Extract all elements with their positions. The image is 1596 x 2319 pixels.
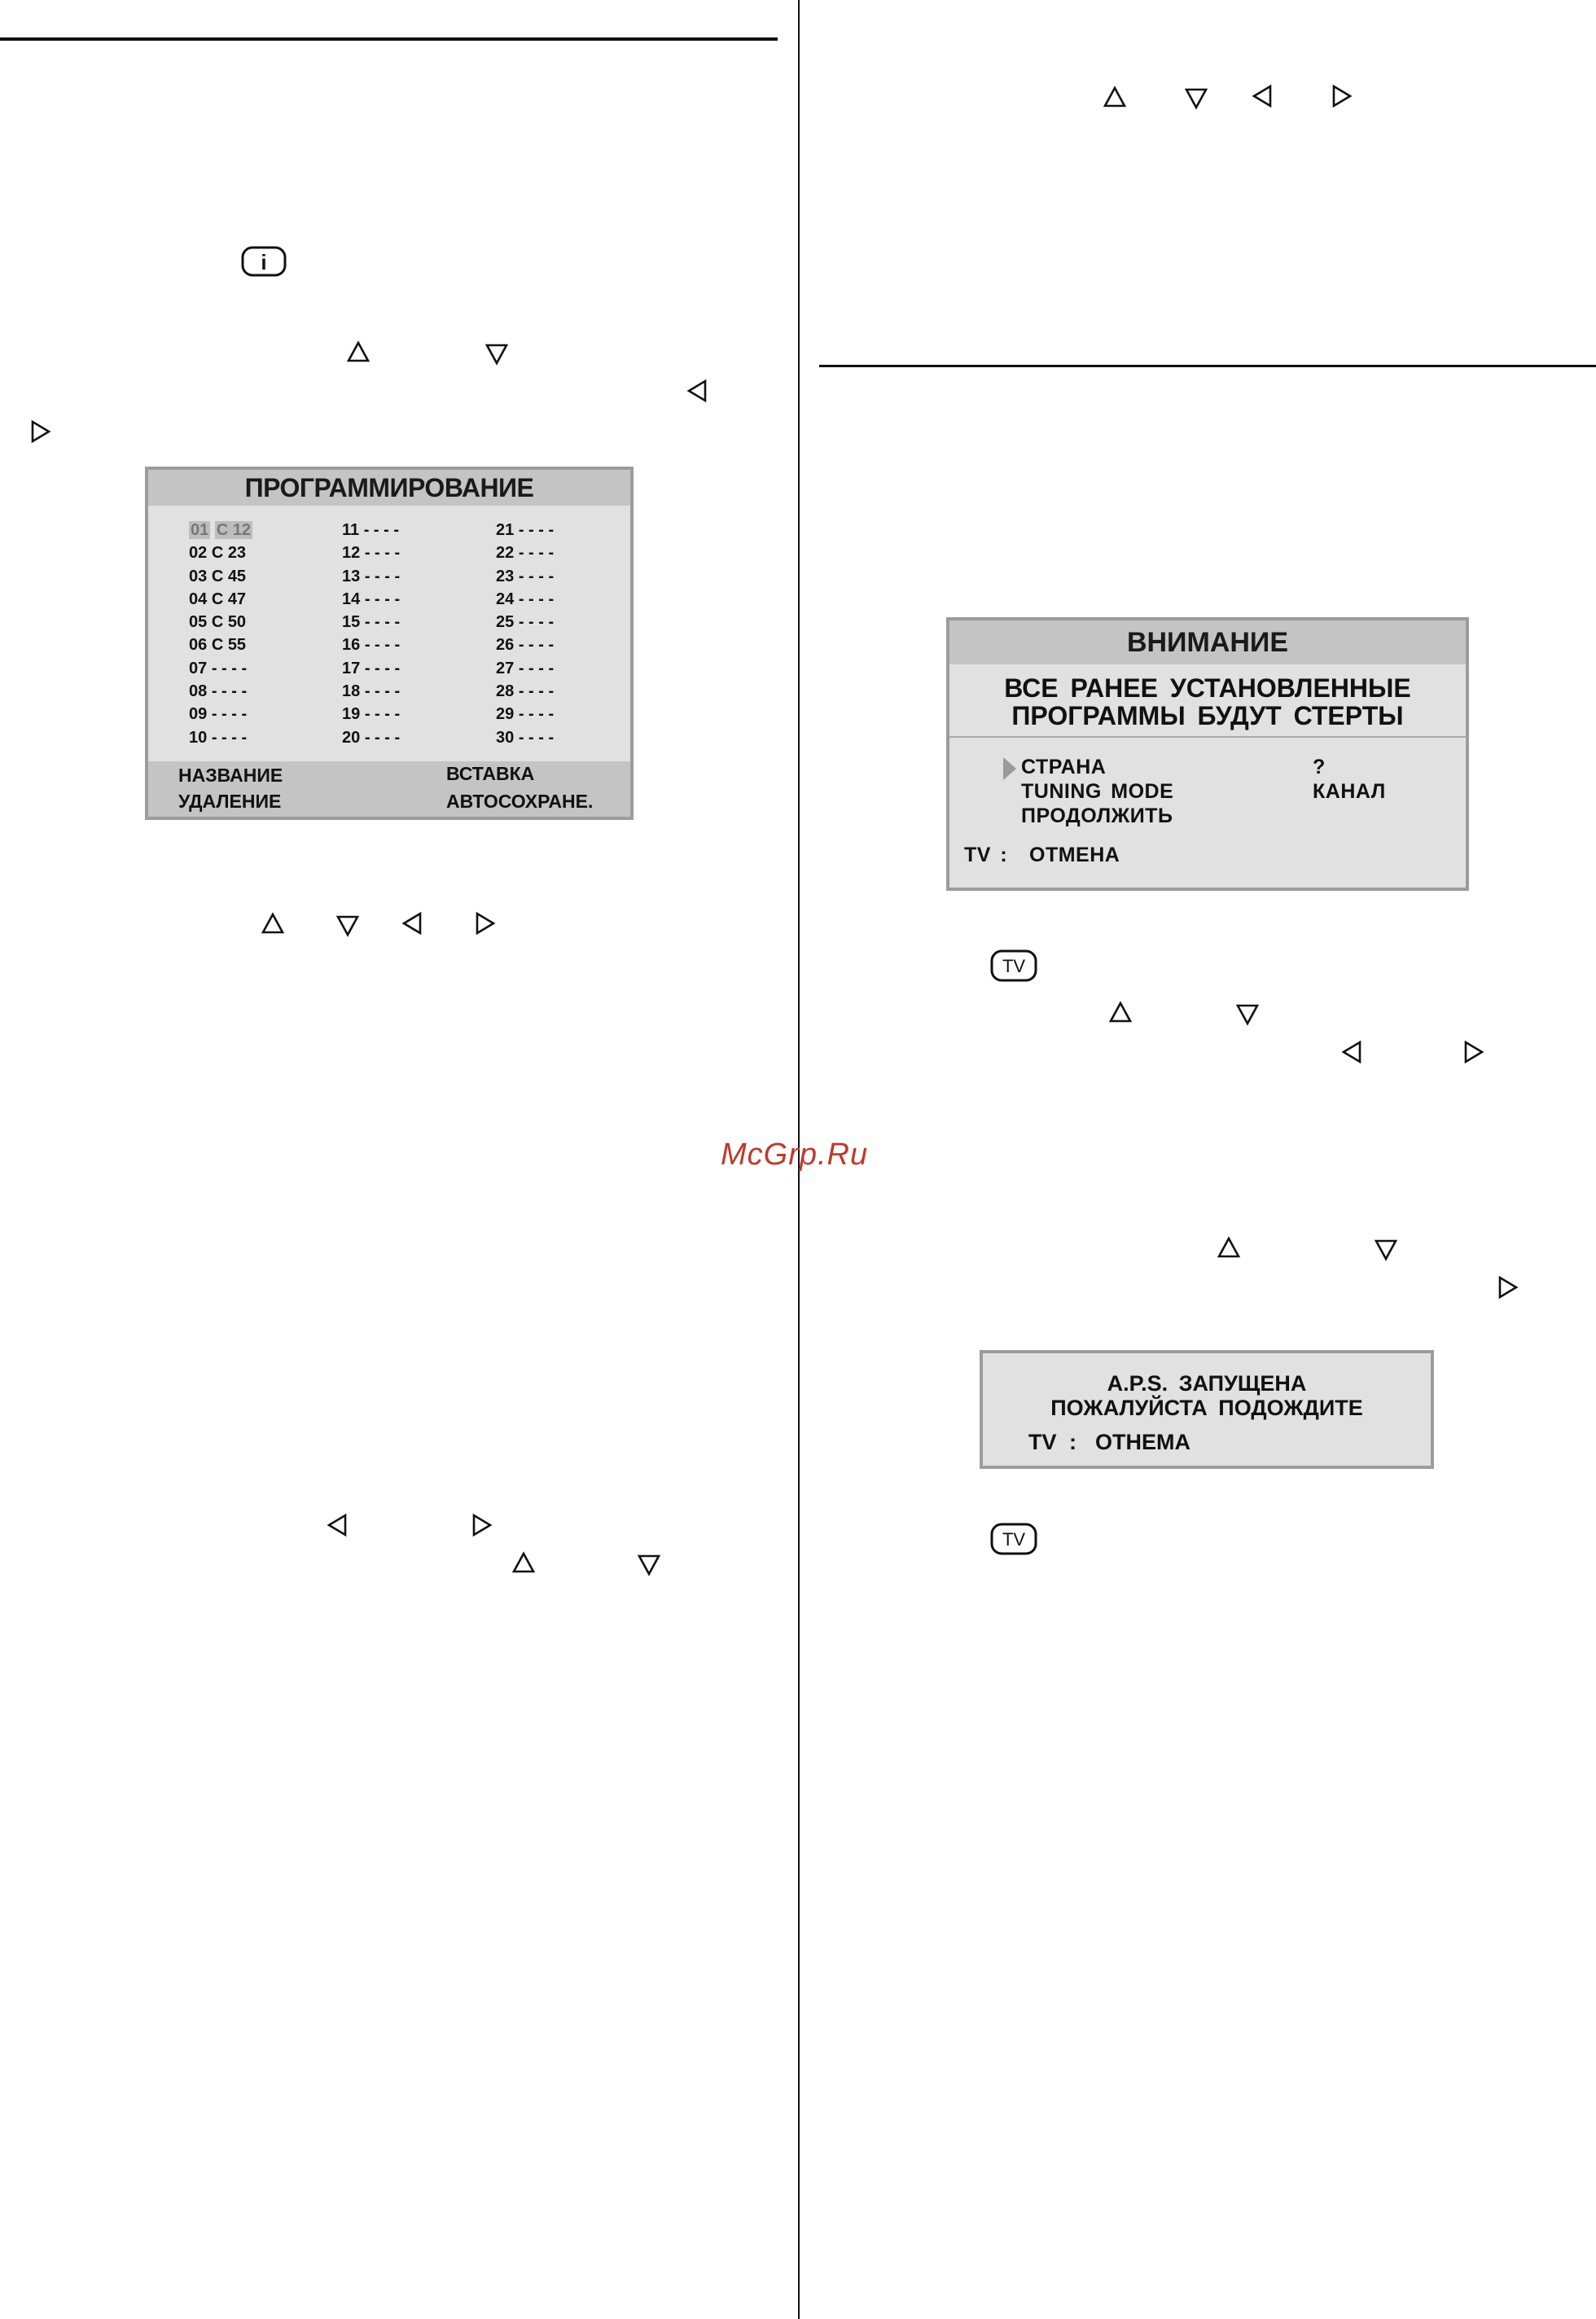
triangle-down-icon	[1370, 1233, 1402, 1265]
triangle-right-icon	[1458, 1036, 1490, 1068]
program-row[interactable]	[189, 588, 252, 611]
triangle-left-icon	[322, 1509, 355, 1541]
program-row[interactable]	[342, 680, 400, 703]
option-name[interactable]: НАЗВАНИЕ	[178, 765, 283, 786]
program-number: 20	[342, 728, 361, 747]
programming-menu	[145, 467, 634, 820]
program-channel: C 55	[211, 636, 247, 655]
warning-message	[949, 674, 1466, 730]
program-number: 30	[496, 728, 515, 747]
warning-title: ВНИМАНИЕ	[1126, 627, 1289, 658]
aps-status: A.P.S. ЗАПУЩЕНА	[1107, 1371, 1307, 1396]
program-number: 21	[496, 521, 515, 539]
triangle-up-icon	[507, 1547, 540, 1580]
program-row[interactable]	[496, 541, 554, 564]
warning-message-line-1: ВСЕ РАНЕЕ УСТАНОВЛЕННЫЕ	[1004, 673, 1411, 703]
watermark-text: McGrp.Ru	[721, 1138, 869, 1172]
triangle-right-icon	[1492, 1271, 1524, 1304]
triangle-left-icon	[1337, 1036, 1370, 1068]
program-row[interactable]	[496, 680, 554, 703]
triangle-left-icon	[397, 907, 430, 940]
option-insert[interactable]: ВСТАВКА	[446, 763, 535, 784]
info-key-icon	[241, 246, 287, 277]
aps-tv-label: TV :	[1028, 1430, 1076, 1454]
program-channel: - - - -	[364, 705, 401, 724]
country-value: ?	[1313, 756, 1326, 778]
program-row[interactable]	[496, 633, 554, 656]
program-number: 13	[342, 567, 361, 585]
country-option[interactable]: СТРАНА	[1021, 756, 1107, 778]
tv-key-icon	[990, 1523, 1037, 1555]
warning-box-header	[949, 620, 1466, 664]
program-channel: - - - -	[364, 682, 401, 701]
program-number: 24	[496, 590, 515, 608]
program-channel: - - - -	[364, 728, 401, 747]
program-number: 14	[342, 590, 361, 608]
programming-menu-header	[148, 470, 630, 506]
program-channel: - - - -	[211, 682, 248, 701]
program-number: 05	[189, 613, 208, 632]
program-row[interactable]	[342, 588, 400, 611]
program-row[interactable]	[496, 703, 554, 726]
triangle-up-icon	[1098, 81, 1131, 114]
program-channel: C 12	[216, 521, 252, 539]
program-channel: - - - -	[211, 659, 248, 677]
program-channel: C 23	[211, 544, 247, 563]
aps-cancel-option[interactable]: OTHEMA	[1095, 1430, 1190, 1454]
top-left-rule	[0, 37, 778, 41]
triangle-down-icon	[1231, 997, 1264, 1030]
program-channel: - - - -	[211, 728, 248, 747]
triangle-up-icon	[342, 336, 375, 369]
tv-key-label: TV	[1002, 956, 1026, 976]
program-number: 28	[496, 682, 515, 701]
program-number: 10	[189, 728, 208, 747]
program-number: 19	[342, 705, 361, 724]
program-row[interactable]	[342, 726, 400, 749]
aps-wait-message: ПОЖАЛУЙСТА ПОДОЖДИТЕ	[1050, 1396, 1363, 1420]
program-channel: - - - -	[518, 613, 555, 632]
option-delete[interactable]: УДАЛЕНИЕ	[178, 791, 282, 812]
program-channel: - - - -	[363, 521, 400, 539]
program-number: 25	[496, 613, 515, 632]
program-channel: - - - -	[364, 636, 401, 655]
program-number: 11	[342, 521, 360, 539]
program-number: 06	[189, 636, 208, 655]
cancel-option[interactable]: ОТМЕНА	[1029, 844, 1120, 866]
triangle-left-icon	[1247, 80, 1280, 112]
triangle-up-icon	[256, 908, 289, 940]
program-channel: C 50	[211, 613, 247, 632]
continue-option[interactable]: ПРОДОЛЖИТЬ	[1021, 804, 1173, 827]
triangle-down-icon	[331, 909, 364, 941]
program-channel: - - - -	[518, 567, 555, 585]
program-row[interactable]	[189, 565, 252, 588]
program-number: 15	[342, 613, 361, 632]
program-number: 23	[496, 567, 515, 585]
warning-message-line-2: ПРОГРАММЫ БУДУТ СТЕРТЫ	[1011, 701, 1404, 730]
program-number: 22	[496, 544, 515, 563]
program-channel: - - - -	[518, 590, 555, 608]
program-row[interactable]	[189, 611, 252, 633]
tuning-mode-option[interactable]: TUNING MODE	[1021, 780, 1174, 803]
triangle-right-icon	[469, 907, 502, 940]
program-number: 08	[189, 682, 208, 701]
triangle-right-icon	[1326, 80, 1358, 112]
program-row[interactable]	[189, 680, 252, 703]
program-channel: - - - -	[211, 705, 248, 724]
program-row[interactable]	[342, 611, 400, 633]
program-row[interactable]	[496, 657, 554, 680]
program-row[interactable]	[496, 726, 554, 749]
program-channel: C 45	[211, 567, 247, 585]
tv-key-label: TV	[1002, 1529, 1026, 1550]
program-number: 02	[189, 544, 208, 563]
program-number: 27	[496, 659, 515, 677]
triangle-up-icon	[1104, 997, 1137, 1029]
program-number: 29	[496, 705, 515, 724]
program-number: 12	[342, 544, 361, 563]
program-number: 17	[342, 659, 361, 677]
program-row[interactable]	[189, 703, 252, 726]
program-row[interactable]	[189, 541, 252, 564]
programming-menu-title: ПРОГРАММИРОВАНИЕ	[244, 473, 534, 502]
program-row[interactable]	[496, 519, 554, 541]
triangle-left-icon	[682, 375, 715, 407]
program-channel: - - - -	[518, 659, 555, 677]
program-channel: - - - -	[364, 613, 401, 632]
aps-box	[980, 1350, 1434, 1469]
program-row[interactable]	[189, 519, 252, 541]
program-channel: C 47	[211, 590, 247, 608]
program-number: 04	[189, 590, 208, 608]
triangle-down-icon	[633, 1548, 665, 1580]
program-number: 18	[342, 682, 361, 701]
program-column-3	[496, 519, 554, 749]
program-row[interactable]	[496, 588, 554, 611]
program-channel: - - - -	[364, 659, 401, 677]
program-row[interactable]	[342, 657, 400, 680]
program-number: 09	[189, 705, 208, 724]
program-number: 03	[189, 567, 208, 585]
program-channel: - - - -	[364, 567, 401, 585]
program-row[interactable]	[342, 633, 400, 656]
tv-label: TV :	[964, 844, 1008, 866]
triangle-right-icon	[466, 1509, 498, 1541]
right-section-rule	[819, 365, 1596, 367]
programming-menu-options	[148, 761, 630, 817]
program-column-1	[189, 519, 252, 749]
selection-pointer-icon	[1002, 756, 1018, 782]
triangle-down-icon	[480, 337, 513, 370]
program-channel: - - - -	[518, 521, 555, 539]
program-channel: - - - -	[364, 544, 401, 563]
program-number: 07	[189, 659, 208, 677]
program-number: 01	[191, 521, 209, 539]
triangle-down-icon	[1180, 81, 1212, 114]
program-channel: - - - -	[518, 705, 555, 724]
program-row[interactable]	[496, 565, 554, 588]
program-channel: - - - -	[518, 682, 555, 701]
warning-box	[946, 617, 1469, 891]
program-channel: - - - -	[364, 590, 401, 608]
program-row[interactable]	[342, 519, 400, 541]
program-channel: - - - -	[518, 728, 555, 747]
triangle-right-icon	[24, 415, 57, 448]
program-row[interactable]	[189, 726, 252, 749]
warning-divider	[949, 736, 1466, 738]
triangle-up-icon	[1212, 1232, 1245, 1265]
option-autosave[interactable]: АВТОСОХРАНЕ.	[446, 791, 594, 812]
program-row[interactable]	[342, 541, 400, 564]
tv-key-icon	[990, 949, 1037, 982]
tuning-mode-value: КАНАЛ	[1313, 780, 1386, 803]
program-number: 26	[496, 636, 515, 655]
program-row[interactable]	[189, 657, 252, 680]
program-column-2	[342, 519, 400, 749]
program-row[interactable]	[496, 611, 554, 633]
program-row[interactable]	[342, 565, 400, 588]
program-row[interactable]	[342, 703, 400, 726]
program-number: 16	[342, 636, 361, 655]
program-row[interactable]	[189, 633, 252, 656]
program-channel: - - - -	[518, 636, 555, 655]
info-key-label: i	[261, 250, 267, 274]
program-channel: - - - -	[518, 544, 555, 563]
